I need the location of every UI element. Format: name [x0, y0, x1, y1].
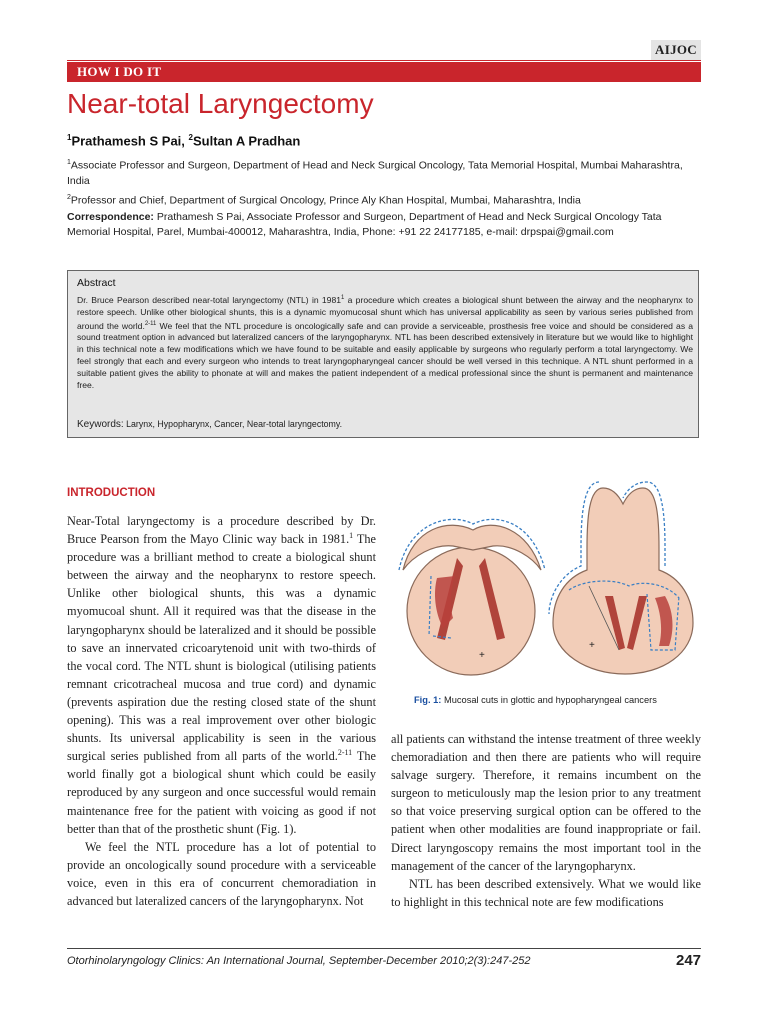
right-column [391, 730, 701, 911]
affiliation-2-sup: 2 [67, 194, 71, 201]
footer-journal-citation: Otorhinolaryngology Clinics: An International Journal, September-December 2010;2(3):247-252 [67, 955, 531, 967]
left-column [67, 512, 376, 910]
abstract-heading: Abstract [77, 277, 116, 289]
abstract-box [67, 270, 699, 438]
correspondence [67, 210, 707, 240]
section-bar [67, 62, 701, 82]
affiliation-1 [67, 155, 707, 189]
abstract-citation-2: 2-11 [144, 320, 157, 327]
correspondence-label: Correspondence: [67, 211, 154, 223]
footer-rule [67, 948, 701, 949]
affiliation-2 [67, 190, 707, 209]
hypopharynx-marker: + [589, 640, 595, 651]
abstract-text-1: Dr. Bruce Pearson described near-total laryngectomy (NTL) in 1981 [77, 294, 342, 305]
author-1-name: Prathamesh S Pai [71, 133, 182, 149]
intro-text-1b: The procedure was a brilliant method to create a biological shunt between the airway and the neopharynx to restore speech. Unlike other biological shunts, this was a dynamic myomucoal shunt. All it required was that the disease in the laryngopharynx should be lateralized and it should be possible to save an innervated cricoarytenoid unit with two-thirds of the vocal cord. The NTL shunt is biological (utilising patients remnant cricotracheal mucosa and true cord) and dynamic (prevents aspiration due the resting closed state of the shunt opening). This was a real improvement over other biologic shunts. Its universal applicability is seen in the various surgical series published from all parts of the world. [67, 532, 376, 764]
figure-label: Fig. 1: [414, 695, 442, 705]
right-paragraph-2: NTL has been described extensively. What we would like to highlight in this technical note are few modifications [391, 876, 701, 909]
intro-citation-2: 2-11 [337, 748, 353, 758]
keywords [77, 419, 342, 430]
abstract-body [77, 293, 693, 392]
correspondence-text: Prathamesh S Pai, Associate Professor and Surgeon, Department of Head and Neck Surgical Oncology Tata Memorial Hospital, Parel, Mumbai-400012, Maharashtra, India, Phone: +91 22 24177185, e-mail: drpspai@gmail.com [67, 211, 662, 238]
abstract-text-2: a procedure which creates a biological shunt between the airway and the neopharynx to restore speech. Unlike other biological shunts, this is a dynamic myomucosal shunt which has universal applicability as seen by various series published from around the world. [77, 294, 693, 331]
figure-caption [414, 695, 657, 705]
page-number: 247 [676, 952, 702, 969]
introduction-heading: INTRODUCTION [67, 487, 156, 499]
glottic-marker: + [479, 650, 485, 661]
right-paragraph-1: all patients can withstand the intense treatment of three weekly chemoradiation and then there are patients who will require salvage surgery. Therefore, it remains incumbent on the surgeon to meticulously map the lesion prior to any treatment so that voice preserving surgical option can be offered to the patient when other modalities are found inappropriate or fail. Direct laryngoscopy remains the most important tool in the management of the cancer of the laryngopharynx. [391, 732, 701, 873]
author-2-name: Sultan A Pradhan [192, 133, 301, 149]
keywords-text: Larynx, Hypopharynx, Cancer, Near-total laryngectomy. [123, 419, 343, 429]
intro-paragraph-2: We feel the NTL procedure has a lot of potential to provide an oncologically sound procedure with a serviceable voice, even in this era of concurrent chemoradiation in advanced but lateralized cancers of the laryngopharynx. Not [67, 839, 376, 908]
intro-text-1a: Near-Total laryngectomy is a procedure described by Dr. Bruce Pearson from the Mayo Clinic way back in 1981. [67, 514, 376, 547]
affiliation-1-sup: 1 [67, 159, 71, 166]
hypopharyngeal-cut-drawing [549, 482, 693, 674]
figure-caption-text: Mucosal cuts in glottic and hypopharyngeal cancers [441, 695, 657, 705]
intro-paragraph-1 [67, 512, 376, 838]
figure-1-illustration [393, 478, 703, 676]
affiliation-2-text: Professor and Chief, Department of Surgical Oncology, Prince Aly Khan Hospital, Mumbai, Maharashtra, India [70, 194, 581, 207]
author-1-sup: 1 [67, 133, 72, 142]
author-list: $^1$Prathamesh S Pai, $^2$Sultan A Pradhan [67, 133, 301, 149]
affiliation-1-text: Associate Professor and Surgeon, Department of Head and Neck Surgical Oncology, Tata Memorial Hospital, Mumbai Maharashtra, India [67, 159, 683, 187]
glottic-tissue-disc [407, 547, 535, 675]
article-title: Near-total Laryngectomy [67, 88, 374, 119]
glottic-cut-drawing [399, 519, 545, 675]
author-2-sup: 2 [188, 133, 193, 142]
intro-citation-1: 1 [349, 531, 354, 540]
journal-tag: AIJOC [651, 40, 701, 60]
intro-text-1c: The world finally got a biological shunt which could be easily reproduced by any surgeon and once successful would remain maintenance free for the patient with voicing as good if not better than that of the prosthetic shunt (Fig. 1). [67, 749, 376, 836]
top-rule [67, 60, 701, 61]
keywords-label: Keywords: [77, 419, 124, 430]
section-label: HOW I DO IT [77, 64, 162, 79]
abstract-text-3: We feel that the NTL procedure is oncologically safe and can provide a serviceable, prosthesis free voice and should be considered as a sound treatment option in advanced but lateralized cancers of the laryngopharynx. NTL has been described extensively in literature but we would like to highlight in this technical note a few modifications which we have found to be suitable and easily applicable by surgeons who regularly perform a total laryngectomy. We feel strongly that each and every surgeon who intends to treat laryngopharyngeal cancer should be well versed in this technique. A NTL shunt performed in a suitable patient gives the ability to phonate at will and makes the patient independent of a medical professional since the shunt is permanent and maintenance free. [77, 320, 693, 391]
abstract-citation-1: 1 [341, 295, 345, 301]
